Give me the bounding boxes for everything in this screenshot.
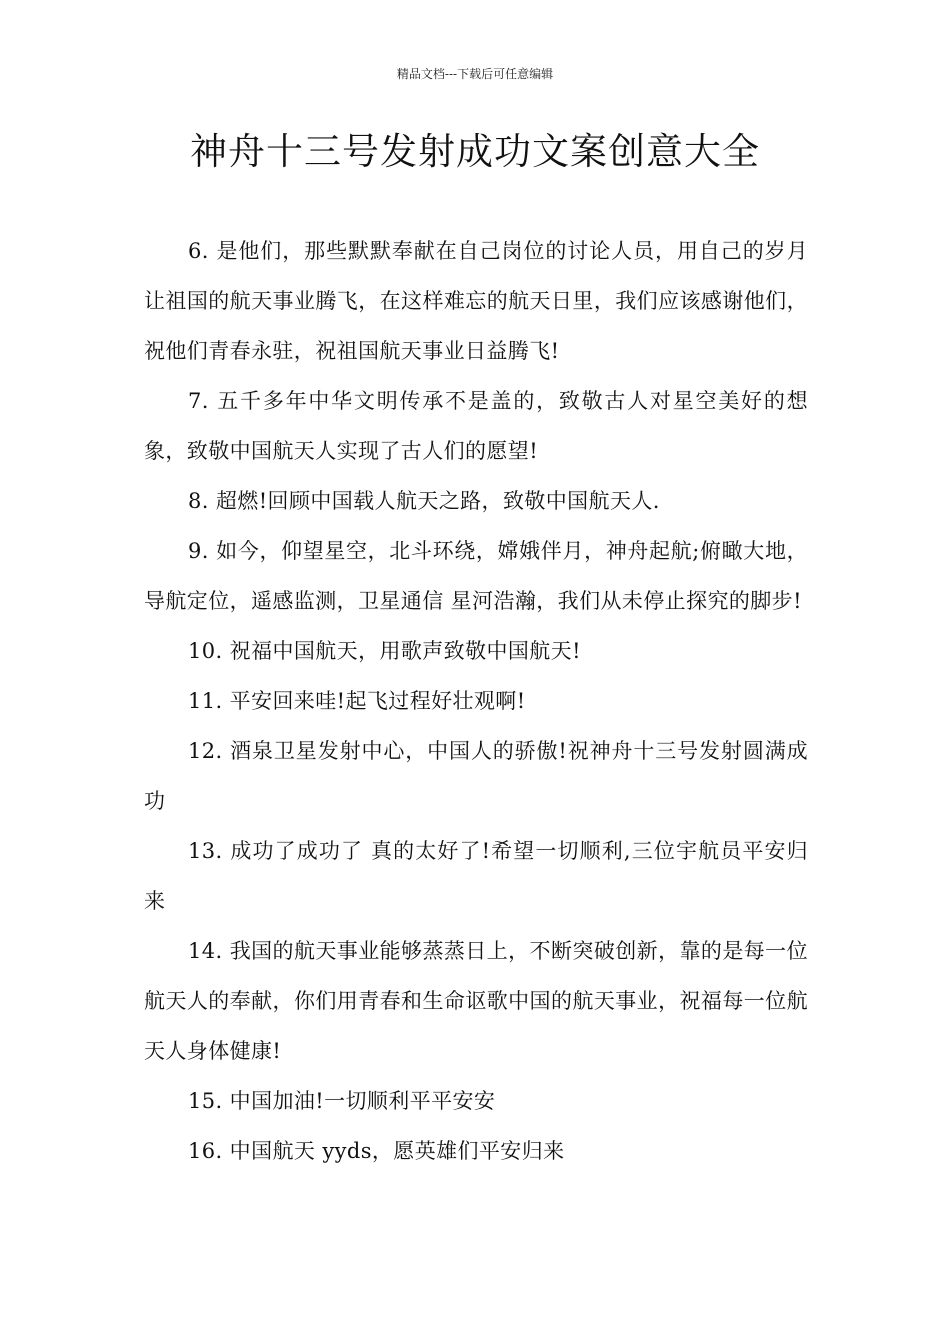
paragraph-15: 15. 中国加油!一切顺利平平安安 xyxy=(188,1089,496,1113)
document-body xyxy=(144,226,808,1176)
paragraph-6: 6. 是他们，那些默默奉献在自己岗位的讨论人员，用自己的岁月让祖国的航天事业腾飞，在这样难忘的航天日里，我们应该感谢他们，祝他们青春永驻，祝祖国航天事业日益腾飞! xyxy=(144,239,808,363)
paragraph-12: 12. 酒泉卫星发射中心，中国人的骄傲!祝神舟十三号发射圆满成功 xyxy=(144,739,808,813)
paragraph-8: 8. 超燃!回顾中国载人航天之路，致敬中国航天人. xyxy=(188,489,660,513)
document-title: 神舟十三号发射成功文案创意大全 xyxy=(190,130,760,173)
paragraph-9: 9. 如今，仰望星空，北斗环绕，嫦娥伴月，神舟起航;俯瞰大地，导航定位，遥感监测，卫星通信 星河浩瀚，我们从未停止探究的脚步! xyxy=(144,539,808,613)
paragraph-14: 14. 我国的航天事业能够蒸蒸日上，不断突破创新，靠的是每一位航天人的奉献，你们用青春和生命讴歌中国的航天事业，祝福每一位航天人身体健康! xyxy=(144,939,808,1063)
paragraph-11: 11. 平安回来哇!起飞过程好壮观啊! xyxy=(188,689,526,713)
paragraph-16: 16. 中国航天 yyds，愿英雄们平安归来 xyxy=(188,1139,565,1163)
paragraph-7: 7. 五千多年中华文明传承不是盖的，致敬古人对星空美好的想象，致敬中国航天人实现了古人们的愿望! xyxy=(144,389,808,463)
paragraph-10: 10. 祝福中国航天，用歌声致敬中国航天! xyxy=(188,639,581,663)
page-header: 精品文档---下载后可任意编辑 xyxy=(396,67,554,81)
paragraph-13: 13. 成功了成功了 真的太好了!希望一切顺利,三位宇航员平安归来 xyxy=(144,839,808,913)
